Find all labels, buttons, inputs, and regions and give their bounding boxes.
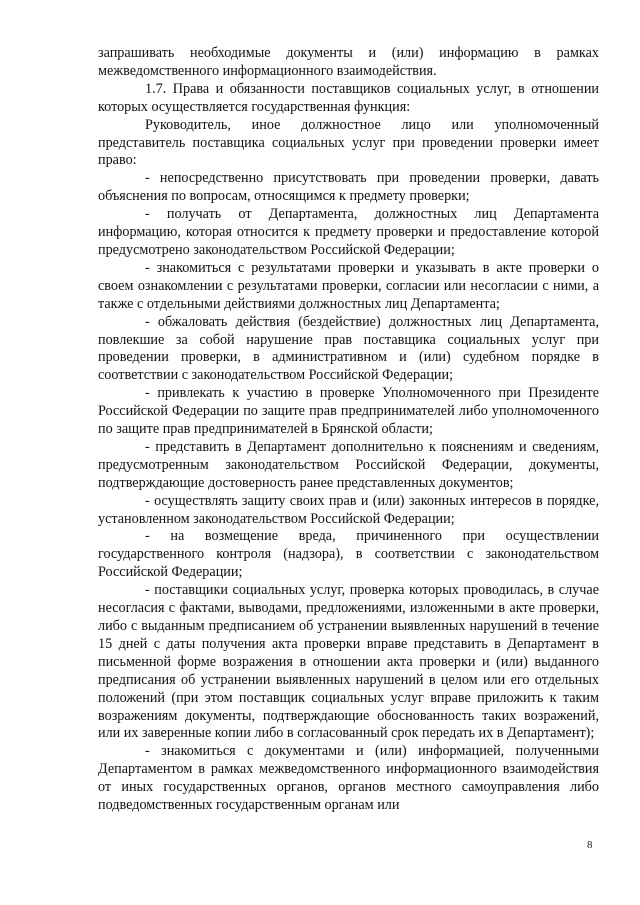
paragraph-right-compensation: - на возмещение вреда, причиненного при осуществлении государственного контроля (надзора), в соответствии с законодательством Российской Федерации; <box>98 528 599 581</box>
document-body <box>98 45 599 815</box>
paragraph-right-protect-interests: - осуществлять защиту своих прав и (или) законных интересов в порядке, установленном законодательством Российской Федерации; <box>98 492 599 527</box>
paragraph-right-attend: - непосредственно присутствовать при проведении проверки, давать объяснения по вопросам, относящимся к предмету проверки; <box>98 170 599 205</box>
paragraph-rights-intro: Руководитель, иное должностное лицо или уполномоченный представитель поставщика социальных услуг при проведении проверки имеет право: <box>98 116 599 169</box>
paragraph-right-review-interagency-docs: - знакомиться с документами и (или) информацией, полученными Департаментом в рамках межведомственного информационного взаимодействия от иных государственных органов, органов местного самоуправления либо подведомственных государственным органам или <box>98 743 599 814</box>
paragraph-continuation: запрашивать необходимые документы и (или) информацию в рамках межведомственного информационного взаимодействия. <box>98 45 599 79</box>
paragraph-right-review-results: - знакомиться с результатами проверки и указывать в акте проверки о своем ознакомлении с результатами проверки, согласии или несогласии с ними, а также с отдельными действиями должностных лиц Департамента; <box>98 259 599 312</box>
paragraph-right-appeal: - обжаловать действия (бездействие) должностных лиц Департамента, повлекшие за собой нарушение прав поставщика социальных услуг при проведении проверки, в административном и (или) судебном порядке в соответствии с законодательством Российской Федерации; <box>98 313 599 384</box>
paragraph-right-ombudsman: - привлекать к участию в проверке Уполномоченного при Президенте Российской Федерации по защите прав предпринимателей либо уполномоченного по защите прав предпринимателей в Брянской области; <box>98 385 599 438</box>
paragraph-right-submit-documents: - представить в Департамент дополнительно к пояснениям и сведениям, предусмотренным законодательством Российской Федерации, документы, подтверждающие достоверность ранее представленных документов; <box>98 438 599 491</box>
page-number: 8 <box>587 839 593 851</box>
paragraph-right-objections: - поставщики социальных услуг, проверка которых проводилась, в случае несогласия с фактами, выводами, предложениями, изложенными в акте проверки, либо с выданным предписанием об устранении выявленных нарушений в течение 15 дней с даты получения акта проверки вправе представить в Департамент в письменной форме возражения в отношении акта проверки и (или) выданного предписания об устранении выявленных нарушений в целом или его отдельных положений (при этом поставщик социальных услуг вправе приложить к таким возражениям документы, подтверждающие обоснованность таких возражений, или их заверенные копии либо в согласованный срок передать их в Департамент); <box>98 582 599 742</box>
paragraph-right-receive-info: - получать от Департамента, должностных лиц Департамента информацию, которая относится к предмету проверки и предоставление которой предусмотрено законодательством Российской Федерации; <box>98 206 599 258</box>
paragraph-section-1-7: 1.7. Права и обязанности поставщиков социальных услуг, в отношении которых осуществляется государственная функция: <box>98 80 599 115</box>
